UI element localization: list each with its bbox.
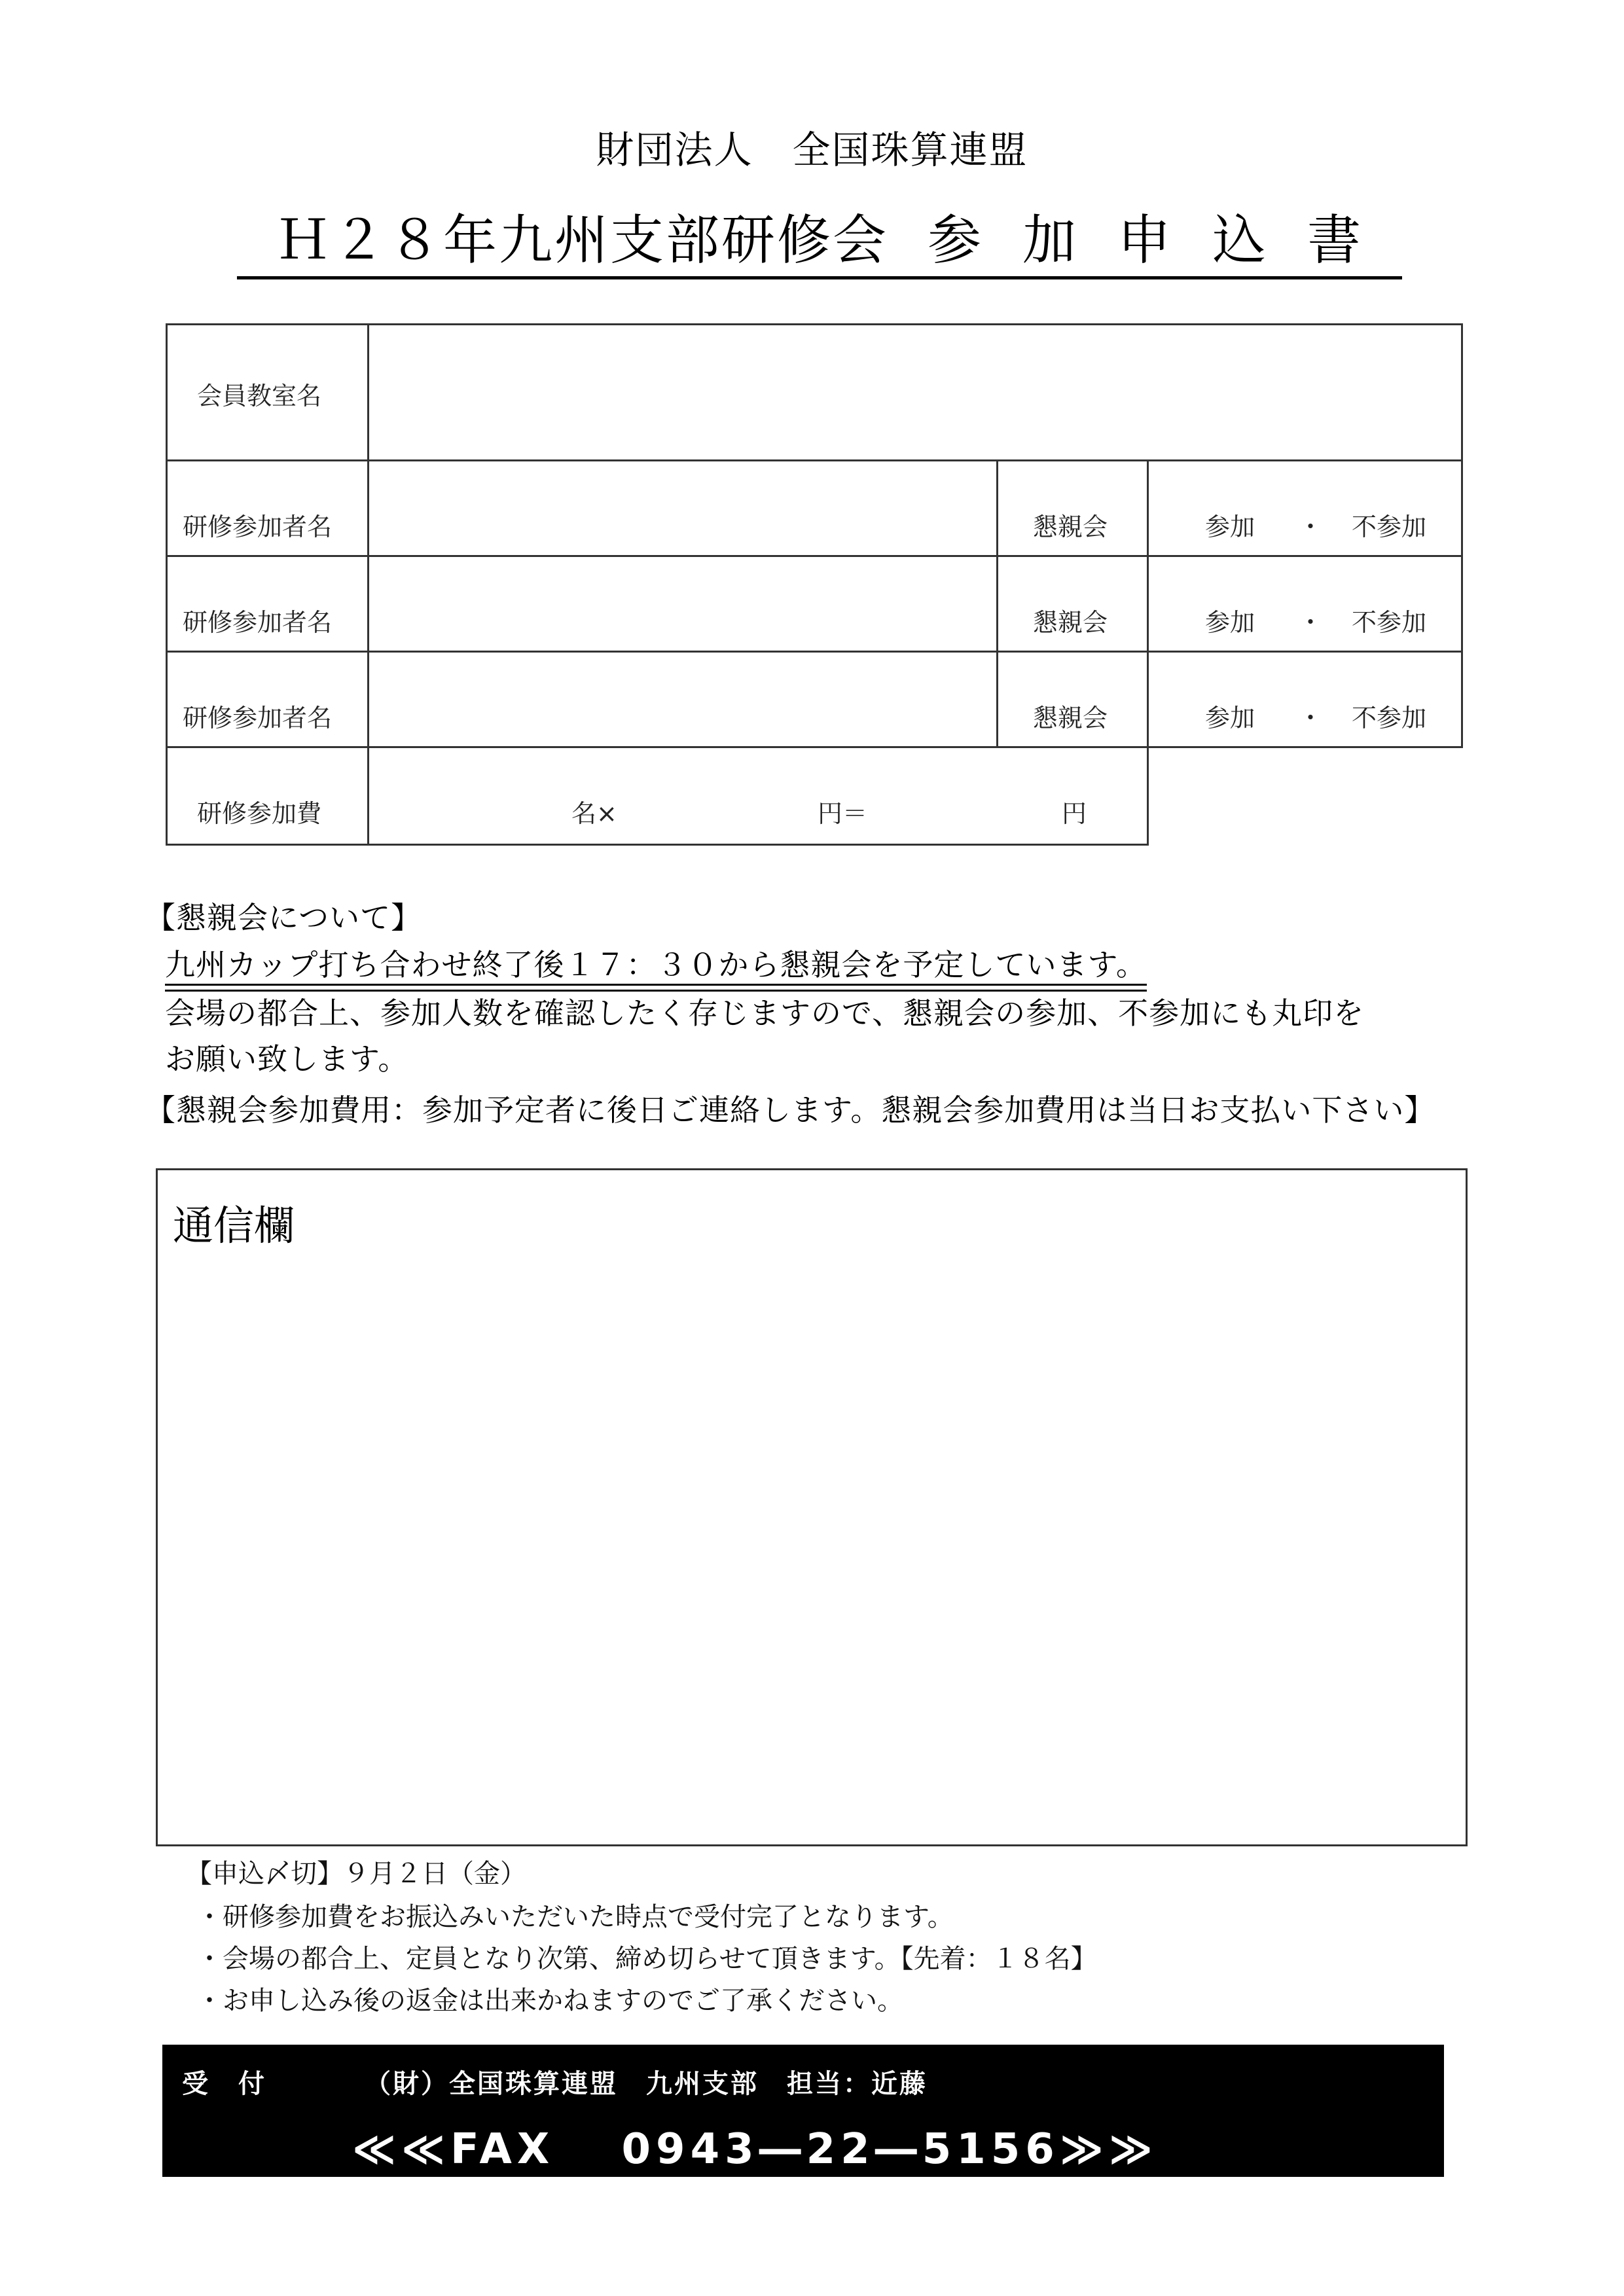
social-fee-note: 【懇親会参加費用：参加予定者に後日ご連絡します。懇親会参加費用は当日お支払い下さい】	[145, 1092, 1435, 1128]
title-word-3: 申	[1117, 209, 1174, 272]
deadline-note: ・会場の都合上、定員となり次第、締め切らせて頂きます。【先着：１８名】	[196, 1944, 1097, 1974]
fee-label: 研修参加費	[197, 799, 322, 828]
not-attend-option[interactable]: 不参加	[1352, 608, 1427, 637]
table-row-divider	[166, 555, 1463, 557]
underlined-note: 九州カップ打ち合わせ終了後１７：３０から懇親会を予定しています。	[165, 947, 1147, 986]
participant-name-field[interactable]	[371, 655, 994, 744]
table-border-top	[166, 323, 1463, 325]
social-notes-line: 会場の都合上、参加人数を確認したく存じますので、懇親会の参加、不参加にも丸印を	[165, 996, 1365, 1031]
reception-footer	[162, 2045, 1444, 2177]
participant-name-label: 研修参加者名	[183, 704, 333, 732]
participant-name-label: 研修参加者名	[183, 512, 333, 541]
participant-name-field[interactable]	[371, 559, 994, 648]
social-notes-line	[165, 944, 1147, 986]
fee-people-unit: 名×	[571, 799, 617, 828]
title-word-2: 加	[1022, 209, 1078, 272]
fee-yen-unit: 円	[1062, 799, 1087, 828]
table-border-left	[166, 323, 168, 846]
reception-label: 受 付	[182, 2069, 266, 2099]
option-separator: ・	[1298, 512, 1324, 541]
member-school-label: 会員教室名	[197, 382, 322, 410]
title-word-4: 込	[1212, 209, 1269, 272]
organization-name: 財団法人 全国珠算連盟	[596, 128, 1028, 172]
table-row-divider	[166, 651, 1463, 653]
table-row-divider	[166, 459, 1463, 461]
social-notes-heading: 【懇親会について】	[145, 900, 422, 935]
fax-number: ≪≪FAX 0943―22―5156≫≫	[352, 2125, 1158, 2174]
registration-form	[166, 323, 1463, 846]
table-border-right	[1461, 323, 1463, 748]
comments-box[interactable]	[156, 1168, 1468, 1846]
social-label: 懇親会	[1033, 704, 1108, 732]
member-school-field[interactable]	[371, 327, 1459, 457]
participant-name-field[interactable]	[371, 463, 994, 552]
option-separator: ・	[1298, 704, 1324, 732]
page-title	[237, 208, 1402, 279]
title-word-5: 書	[1307, 209, 1363, 272]
table-col-divider	[996, 459, 998, 748]
option-separator: ・	[1298, 608, 1324, 637]
participant-name-label: 研修参加者名	[183, 608, 333, 637]
table-col-divider	[367, 323, 369, 846]
attend-option[interactable]: 参加	[1205, 512, 1255, 541]
deadline-line: 【申込〆切】９月２日（金）	[186, 1859, 526, 1889]
table-border-bottom	[166, 844, 1149, 846]
table-row-divider	[166, 746, 1463, 748]
social-label: 懇親会	[1033, 512, 1108, 541]
deadline-note: ・研修参加費をお振込みいただいた時点で受付完了となります。	[196, 1902, 954, 1932]
social-notes-line: お願い致します。	[165, 1041, 409, 1077]
social-label: 懇親会	[1033, 608, 1108, 637]
title-word-1: 参	[927, 209, 983, 272]
title-main: Ｈ２８年九州支部研修会	[276, 209, 888, 272]
attend-option[interactable]: 参加	[1205, 608, 1255, 637]
not-attend-option[interactable]: 不参加	[1352, 704, 1427, 732]
reception-info	[182, 2063, 928, 2100]
reception-organization: （財）全国珠算連盟 九州支部 担当：近藤	[365, 2069, 928, 2099]
deadline-note: ・お申し込み後の返金は出来かねますのでご了承ください。	[196, 1986, 903, 2016]
table-col-divider	[1147, 459, 1149, 846]
comments-label: 通信欄	[173, 1202, 295, 1249]
fee-yen-equals: 円＝	[818, 799, 868, 828]
attend-option[interactable]: 参加	[1205, 704, 1255, 732]
not-attend-option[interactable]: 不参加	[1352, 512, 1427, 541]
